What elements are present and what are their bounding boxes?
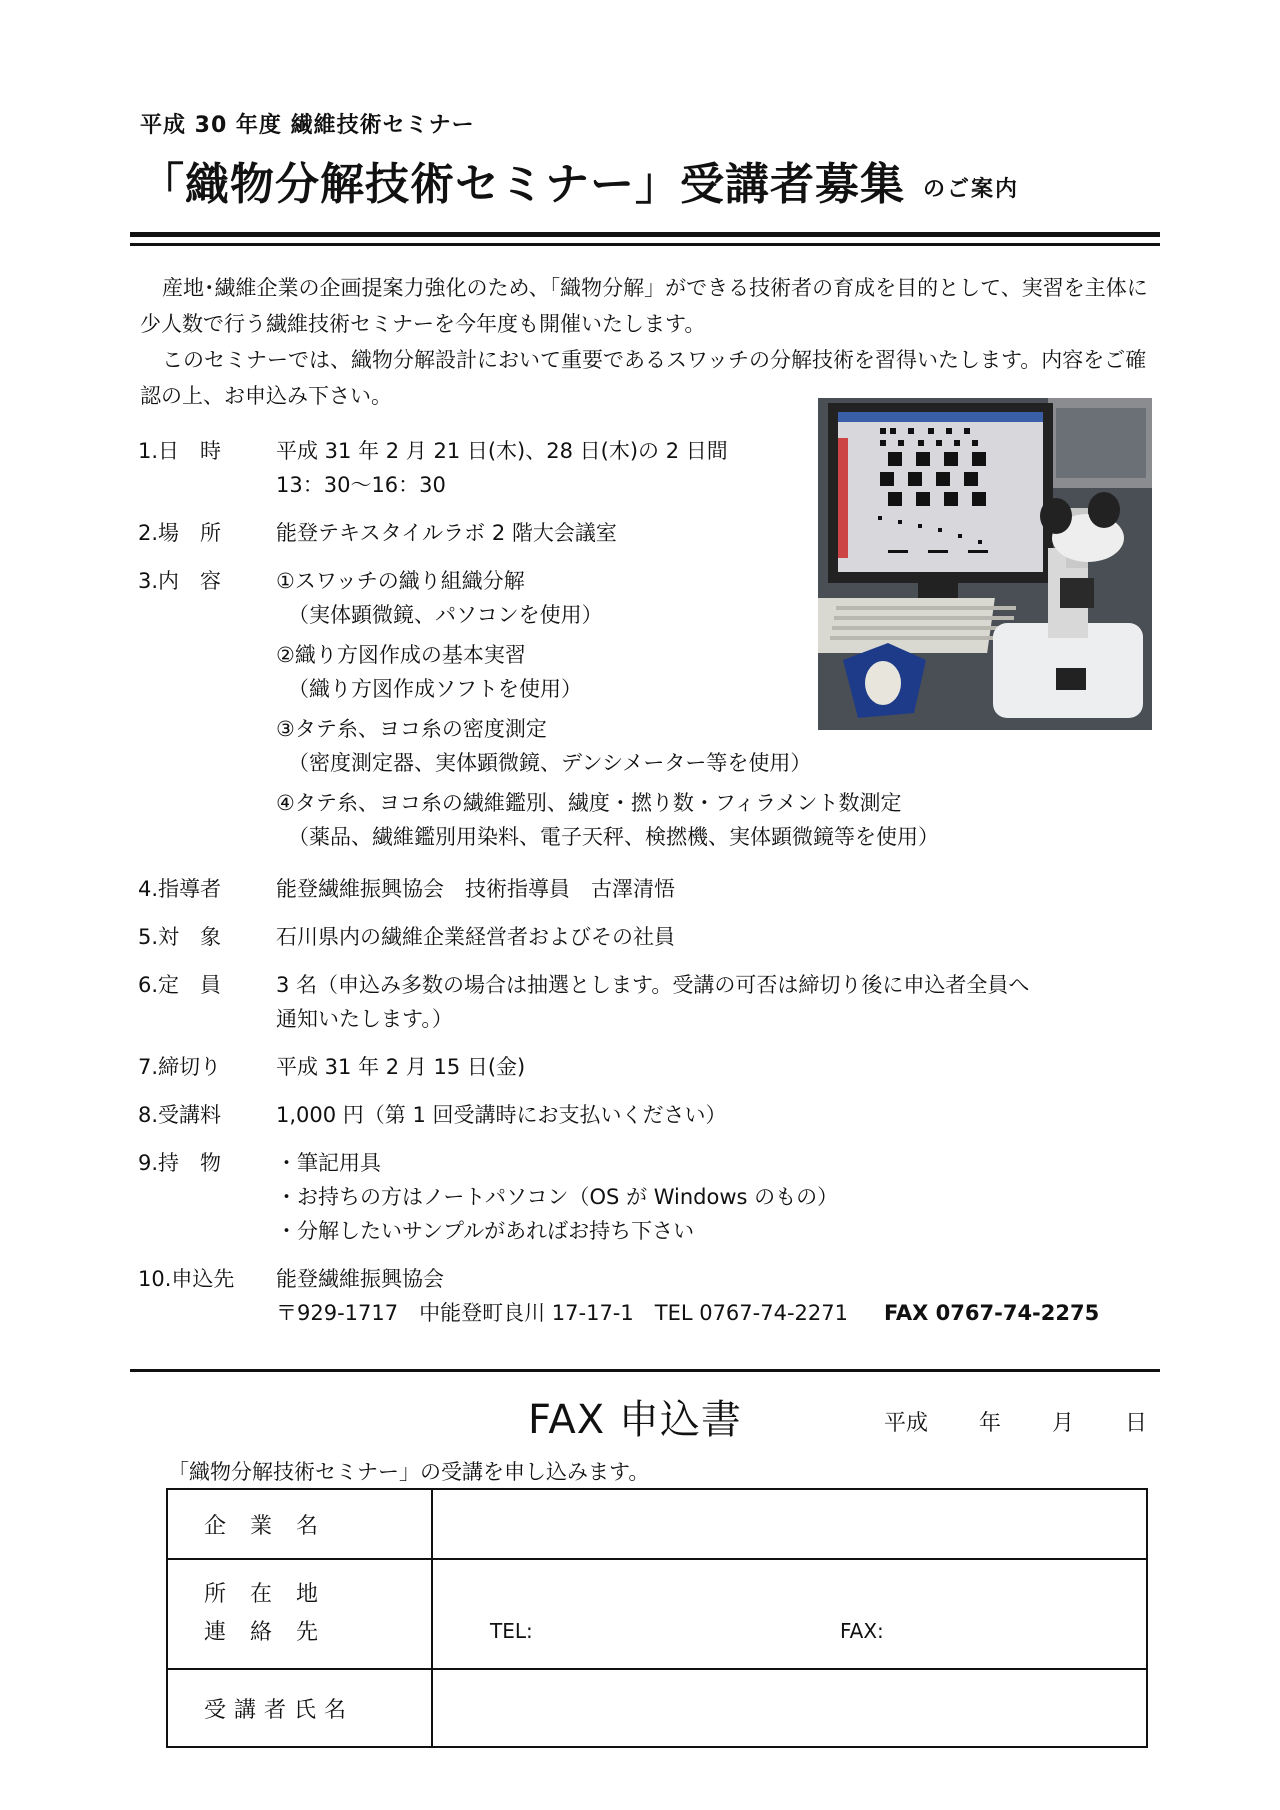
item-belongings bbox=[138, 1146, 1168, 1248]
date-year: 年 bbox=[979, 1411, 1002, 1436]
form-date bbox=[884, 1406, 1191, 1437]
contact-address: 〒929-1717 中能登町良川 17-17-1 TEL 0767-74-2271 bbox=[276, 1301, 848, 1325]
item-label: 8.受講料 bbox=[138, 1103, 222, 1127]
item-value: ・分解したいサンプルがあればお持ち下さい bbox=[276, 1219, 695, 1243]
title-suffix: のご案内 bbox=[923, 176, 1020, 202]
item-value: 石川県内の繊維企業経営者およびその社員 bbox=[276, 925, 675, 949]
intro-text bbox=[140, 270, 1160, 414]
item-content bbox=[138, 564, 1168, 854]
item-value: 13：30～16：30 bbox=[276, 473, 446, 497]
page-title bbox=[140, 148, 1019, 212]
details-list bbox=[138, 434, 1168, 1344]
tel-label: TEL: bbox=[490, 1619, 533, 1643]
contact-fax: FAX 0767-74-2275 bbox=[883, 1301, 1100, 1325]
company-label: 企業名 bbox=[167, 1489, 432, 1559]
header-rule-thin bbox=[130, 243, 1160, 246]
item-label: 7.締切り bbox=[138, 1055, 222, 1079]
company-field[interactable] bbox=[432, 1489, 1147, 1559]
item-value: ・お持ちの方はノートパソコン（OS が Windows のもの） bbox=[276, 1185, 839, 1209]
item-label: 1.日 時 bbox=[138, 439, 222, 463]
item-value: （織り方図作成ソフトを使用） bbox=[288, 677, 582, 701]
item-value: ④タテ糸、ヨコ糸の繊維鑑別、繊度・撚り数・フィラメント数測定 bbox=[276, 791, 902, 815]
item-capacity bbox=[138, 968, 1168, 1036]
header-rule-thick bbox=[130, 232, 1160, 237]
item-value: ③タテ糸、ヨコ糸の密度測定 bbox=[276, 717, 547, 741]
date-era: 平成 bbox=[884, 1411, 929, 1436]
date-day: 日 bbox=[1125, 1411, 1148, 1436]
item-instructor bbox=[138, 872, 1168, 906]
item-label: 9.持 物 bbox=[138, 1151, 222, 1175]
item-label: 2.場 所 bbox=[138, 521, 222, 545]
application-form-table bbox=[166, 1488, 1148, 1748]
contact-label: 連絡先 bbox=[204, 1620, 343, 1645]
item-target bbox=[138, 920, 1168, 954]
item-value: ①スワッチの織り組織分解 bbox=[276, 569, 525, 593]
attendee-field[interactable] bbox=[432, 1669, 1147, 1747]
item-value bbox=[276, 1296, 1168, 1330]
attendee-label: 受講者氏名 bbox=[167, 1669, 432, 1747]
fax-label: FAX: bbox=[840, 1619, 884, 1643]
item-value: ②織り方図作成の基本実習 bbox=[276, 643, 526, 667]
form-row-company bbox=[167, 1489, 1147, 1559]
item-label: 6.定 員 bbox=[138, 973, 222, 997]
item-value: 平成 31 年 2 月 21 日(木)、28 日(木)の 2 日間 bbox=[276, 439, 728, 463]
item-value: 能登繊維振興協会 技術指導員 古澤清悟 bbox=[276, 877, 675, 901]
item-deadline bbox=[138, 1050, 1168, 1084]
address-contact-field[interactable] bbox=[432, 1559, 1147, 1669]
address-contact-labels bbox=[167, 1559, 432, 1669]
apply-statement: 「織物分解技術セミナー」の受講を申し込みます。 bbox=[168, 1460, 650, 1484]
item-label: 4.指導者 bbox=[138, 877, 222, 901]
item-value: （薬品、繊維鑑別用染料、電子天秤、検撚機、実体顕微鏡等を使用） bbox=[288, 825, 939, 849]
fax-form-title: FAX 申込書 bbox=[528, 1397, 742, 1443]
date-month: 月 bbox=[1052, 1411, 1075, 1436]
seminar-subtitle: 平成 30 年度 繊維技術セミナー bbox=[140, 113, 475, 138]
title-main: 「織物分解技術セミナー」受講者募集 bbox=[140, 159, 905, 210]
item-fee bbox=[138, 1098, 1168, 1132]
item-label: 3.内 容 bbox=[138, 569, 222, 593]
form-row-attendee bbox=[167, 1669, 1147, 1747]
item-value: （密度測定器、実体顕微鏡、デンシメーター等を使用） bbox=[288, 751, 812, 775]
address-label: 所在地 bbox=[204, 1582, 343, 1607]
item-value: 能登繊維振興協会 bbox=[276, 1267, 444, 1291]
item-value: 3 名（申込み多数の場合は抽選とします。受講の可否は締切り後に申込者全員へ bbox=[276, 973, 1030, 997]
item-datetime bbox=[138, 434, 1168, 502]
form-row-address bbox=[167, 1559, 1147, 1669]
item-value: （実体顕微鏡、パソコンを使用） bbox=[288, 603, 603, 627]
item-label: 10.申込先 bbox=[138, 1267, 235, 1291]
item-value: 通知いたします。） bbox=[276, 1007, 453, 1031]
item-place bbox=[138, 516, 1168, 550]
item-value: 能登テキスタイルラボ 2 階大会議室 bbox=[276, 521, 617, 545]
item-value: 1,000 円（第 1 回受講時にお支払いください） bbox=[276, 1103, 727, 1127]
item-apply-to bbox=[138, 1262, 1168, 1330]
item-value: ・筆記用具 bbox=[276, 1151, 381, 1175]
item-label: 5.対 象 bbox=[138, 925, 222, 949]
form-divider bbox=[130, 1369, 1160, 1372]
item-value: 平成 31 年 2 月 15 日(金) bbox=[276, 1055, 526, 1079]
intro-paragraph-1: 産地･繊維企業の企画提案力強化のため、「織物分解」ができる技術者の育成を目的として、実習を主体に少人数で行う繊維技術セミナーを今年度も開催いたします。 bbox=[140, 276, 1148, 336]
intro-paragraph-2: このセミナーでは、織物分解設計において重要であるスワッチの分解技術を習得いたします。内容をご確認の上、お申込み下さい。 bbox=[140, 348, 1147, 408]
